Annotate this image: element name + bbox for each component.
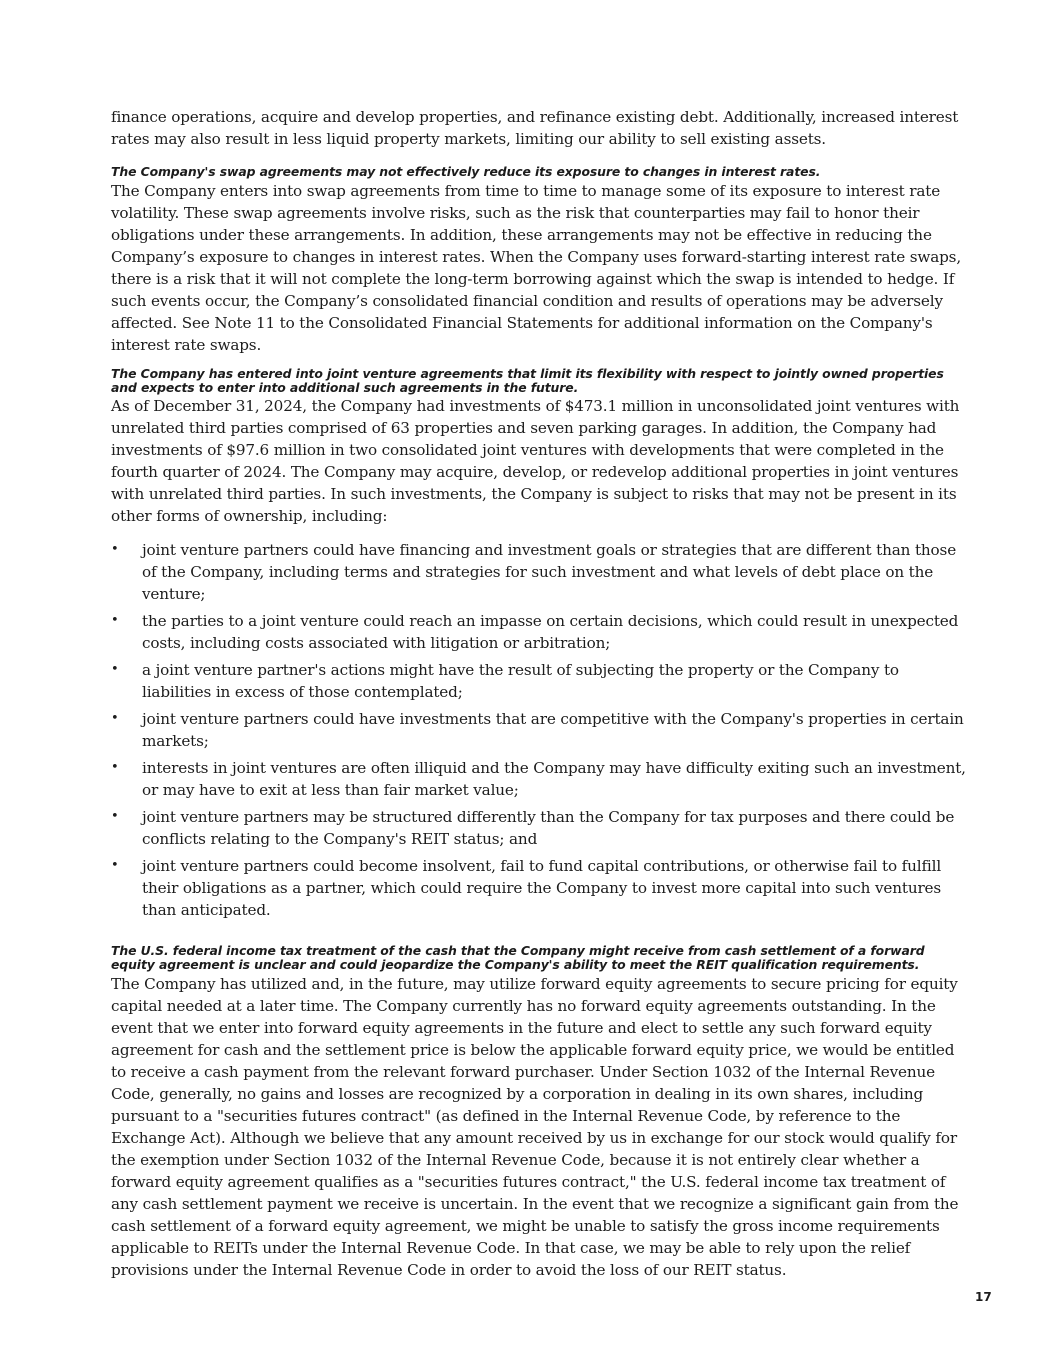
bullet-icon: • bbox=[111, 542, 119, 557]
list-item bbox=[111, 806, 969, 850]
section-heading-joint-ventures: The Company has entered into joint venture agreements that limit its flexibility with respect to jointly owned properties and expects to enter into additional such agreements in the future. bbox=[111, 366, 944, 395]
list-item-text: a joint venture partner's actions might have the result of subjecting the property or the Company to liabilities in excess of those contemplated; bbox=[142, 661, 899, 701]
section-heading-forward-equity-tax: The U.S. federal income tax treatment of the cash that the Company might receive from cash settlement of a forward equity agreement is unclear and could jeopardize the Company's ability to meet the REIT qualification requirements. bbox=[111, 943, 925, 972]
joint-venture-risk-list bbox=[111, 539, 969, 921]
bullet-icon: • bbox=[111, 760, 119, 775]
page-number: 17 bbox=[975, 1290, 992, 1304]
list-item bbox=[111, 708, 969, 752]
bullet-icon: • bbox=[111, 858, 119, 873]
section-heading-swap-agreements: The Company's swap agreements may not effectively reduce its exposure to changes in interest rates. bbox=[111, 164, 821, 179]
list-item-text: interests in joint ventures are often illiquid and the Company may have difficulty exiting such an investment, or may have to exit at less than fair market value; bbox=[142, 759, 966, 799]
list-item bbox=[111, 757, 969, 801]
bullet-icon: • bbox=[111, 613, 119, 628]
section-paragraph-swap-agreements: The Company enters into swap agreements from time to time to manage some of its exposure to interest rate volatility. These swap agreements involve risks, such as the risk that counterparties may fail to honor their obligations under these arrangements. In addition, these arrangements may not be effective in reducing the Company’s exposure to changes in interest rates. When the Company uses forward-starting interest rate swaps, there is a risk that it will not complete the long-term borrowing against which the swap is intended to hedge. If such events occur, the Company’s consolidated financial condition and results of operations may be adversely affected. See Note 11 to the Consolidated Financial Statements for additional information on the Company's interest rate swaps. bbox=[111, 182, 962, 354]
bullet-icon: • bbox=[111, 711, 119, 726]
list-item bbox=[111, 659, 969, 703]
list-item-text: the parties to a joint venture could reach an impasse on certain decisions, which could result in unexpected costs, including costs associated with litigation or arbitration; bbox=[142, 612, 959, 652]
list-item-text: joint venture partners could have financing and investment goals or strategies that are different than those of the Company, including terms and strategies for such investment and what levels of debt place on the venture; bbox=[142, 541, 957, 603]
list-item bbox=[111, 539, 969, 605]
section-paragraph-forward-equity-tax: The Company has utilized and, in the future, may utilize forward equity agreements to secure pricing for equity capital needed at a later time. The Company currently has no forward equity agreements outstanding. In the event that we enter into forward equity agreements in the future and elect to settle any such forward equity agreement for cash and the settlement price is below the applicable forward equity price, we would be entitled to receive a cash payment from the relevant forward purchaser. Under Section 1032 of the Internal Revenue Code, generally, no gains and losses are recognized by a corporation in dealing in its own shares, including pursuant to a "securities futures contract" (as defined in the Internal Revenue Code, by reference to the Exchange Act). Although we believe that any amount received by us in exchange for our stock would qualify for the exemption under Section 1032 of the Internal Revenue Code, because it is not entirely clear whether a forward equity agreement qualifies as a "securities futures contract," the U.S. federal income tax treatment of any cash settlement payment we receive is uncertain. In the event that we recognize a significant gain from the cash settlement of a forward equity agreement, we might be unable to satisfy the gross income requirements applicable to REITs under the Internal Revenue Code. In that case, we may be able to rely upon the relief provisions under the Internal Revenue Code in order to avoid the loss of our REIT status. bbox=[111, 975, 959, 1279]
document-page bbox=[111, 106, 969, 1281]
list-item bbox=[111, 855, 969, 921]
bullet-icon: • bbox=[111, 809, 119, 824]
bullet-icon: • bbox=[111, 662, 119, 677]
list-item-text: joint venture partners could become insolvent, fail to fund capital contributions, or otherwise fail to fulfill their obligations as a partner, which could require the Company to invest more capital into such ventures than anticipated. bbox=[142, 857, 942, 919]
list-item bbox=[111, 610, 969, 654]
list-item-text: joint venture partners may be structured differently than the Company for tax purposes and there could be conflicts relating to the Company's REIT status; and bbox=[142, 808, 955, 848]
list-item-text: joint venture partners could have investments that are competitive with the Company's properties in certain markets; bbox=[142, 710, 964, 750]
section-paragraph-joint-ventures: As of December 31, 2024, the Company had investments of $473.1 million in unconsolidated joint ventures with unrelated third parties comprised of 63 properties and seven parking garages. In addition, the Company had investments of $97.6 million in two consolidated joint ventures with developments that were completed in the fourth quarter of 2024. The Company may acquire, develop, or redevelop additional properties in joint ventures with unrelated third parties. In such investments, the Company is subject to risks that may not be present in its other forms of ownership, including: bbox=[111, 397, 960, 525]
intro-paragraph: finance operations, acquire and develop properties, and refinance existing debt. Additionally, increased interest rates may also result in less liquid property markets, limiting our ability to sell existing assets. bbox=[111, 108, 959, 148]
